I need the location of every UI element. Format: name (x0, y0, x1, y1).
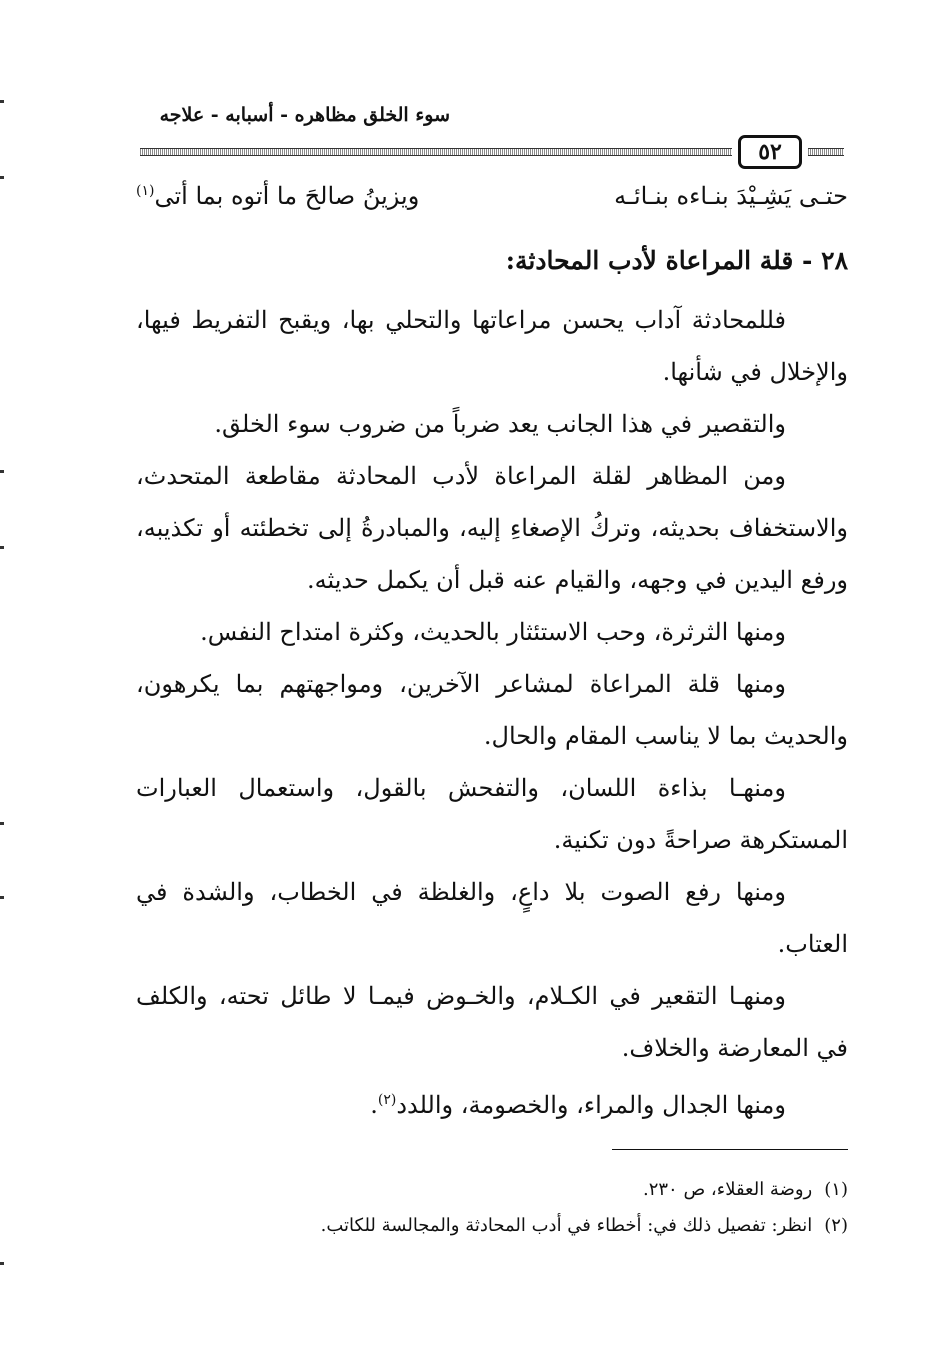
paragraph: ومنها الثرثرة، وحب الاستئثار بالحديث، وكثرة امتداح النفس. (200, 618, 786, 646)
scan-mark (0, 100, 4, 103)
scan-mark (0, 470, 4, 473)
footnote-text: روضة العقلاء، ص ٢٣٠. (642, 1179, 813, 1200)
scan-mark (0, 822, 4, 825)
body-text (136, 294, 848, 1131)
paragraph: ومن المظاهر لقلة المراعاة لأدب المحادثة مقاطعة المتحدث، والاستخفاف بحديثه، وتركُ الإصغاءِ إليه، والمبادرةُ إلى تخطئته أو تكذيبه، ورفع اليدين في وجهه، والقيام عنه قبل أن يكمل حديثه. (136, 462, 848, 594)
scan-mark (0, 896, 4, 899)
paragraph: والتقصير في هذا الجانب يعد ضرباً من ضروب سوء الخلق. (214, 410, 786, 438)
verse-first-hemistich: حتـى يَشِـيْدَ بنـاءه بنـائـه (614, 182, 848, 210)
paragraph: ومنها رفع الصوت بلا داعٍ، والغلظة في الخطاب، والشدة في العتاب. (136, 878, 848, 958)
paragraph: ومنها قلة المراعاة لمشاعر الآخرين، ومواجهتهم بما يكرهون، والحديث بما لا يناسب المقام والحال. (136, 670, 848, 750)
scan-mark (0, 176, 4, 179)
paragraph: ومنهـا بذاءة اللسان، والتفحش بالقول، واستعمال العبارات المستكرهة صراحةً دون تكنية. (136, 774, 848, 854)
footnote (136, 1208, 848, 1244)
poetry-verse (136, 182, 848, 228)
footnote-separator (612, 1149, 848, 1150)
paragraph-last-end: . (370, 1091, 378, 1119)
footnote-text: انظر: تفصيل ذلك في: أخطاء في أدب المحادثة والمجالسة للكاتب. (320, 1215, 813, 1236)
paragraph-last-text: ومنها الجدال والمراء، والخصومة، واللدد (396, 1091, 786, 1119)
footnote-ref-1: (١) (136, 183, 155, 199)
scan-mark (0, 1262, 4, 1265)
paragraph: فللمحادثة آداب يحسن مراعاتها والتحلي بها، ويقبح التفريط فيها، والإخلال في شأنها. (136, 306, 848, 386)
paragraph: ومنهـا التقعير في الكـلام، والخـوض فيمـا لا طائل تحته، والكلف في المعارضة والخلاف. (136, 982, 848, 1062)
header-rule-short (808, 148, 844, 156)
footnote (136, 1172, 848, 1208)
footnote-ref-2: (٢) (377, 1092, 397, 1108)
header-rule (140, 148, 732, 156)
verse-second-hemistich (136, 182, 419, 210)
footnotes (136, 1172, 848, 1244)
verse-second-hemistich-text: ويزينُ صالحَ ما أتوه بما أتى (154, 182, 420, 210)
section-heading: ٢٨ - قلة المراعاة لأدب المحادثة: (505, 246, 848, 275)
page-number: ٥٢ (738, 135, 802, 169)
footnote-number: (٢) (824, 1215, 848, 1236)
paragraph-last (136, 1074, 848, 1131)
footnote-number: (١) (824, 1179, 848, 1200)
scan-mark (0, 546, 4, 549)
running-title: سوء الخلق مظاهره - أسبابه - علاجه (159, 104, 450, 126)
